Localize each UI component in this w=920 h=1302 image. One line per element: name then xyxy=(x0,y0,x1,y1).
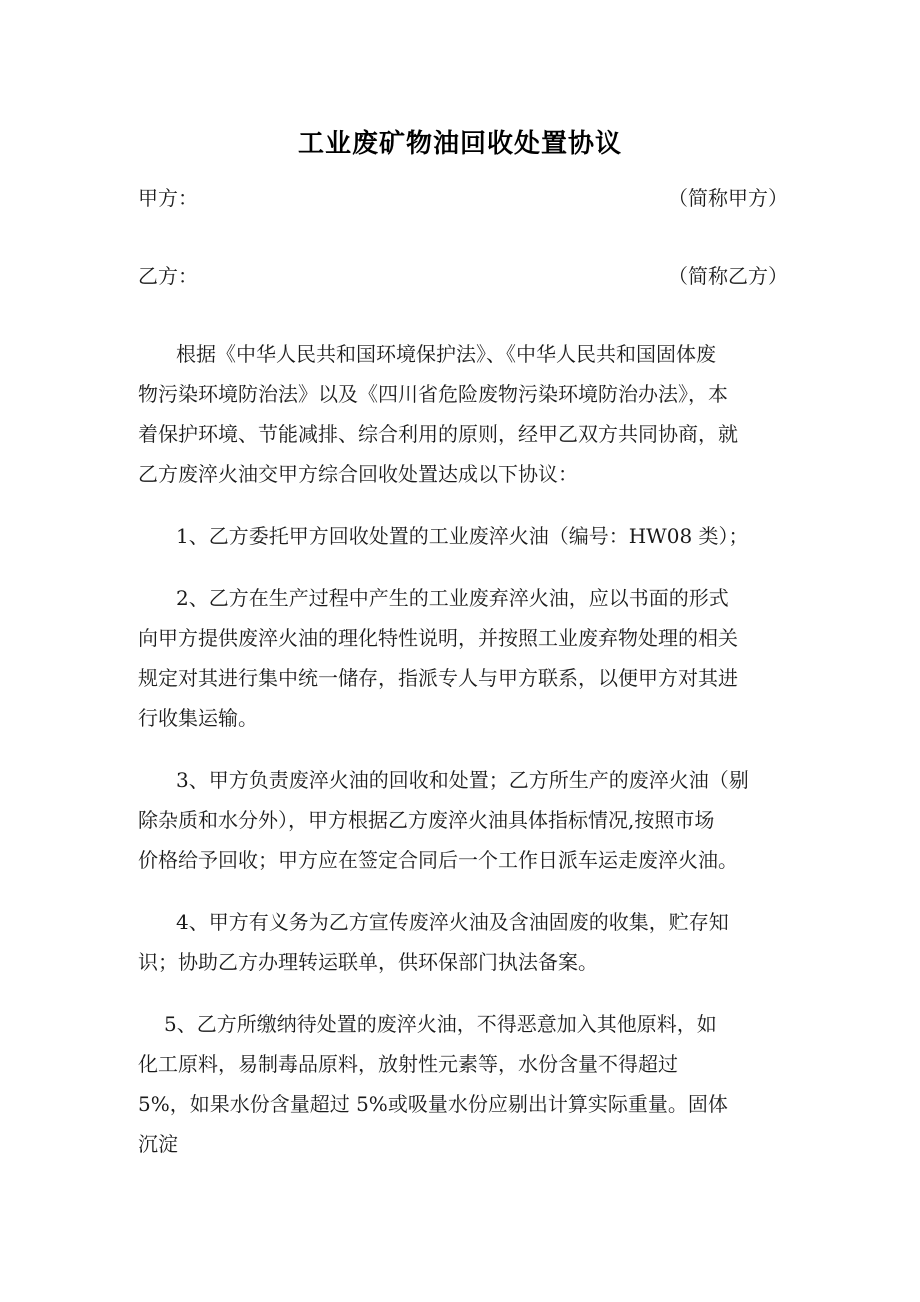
clause-line: 3、甲方负责废淬火油的回收和处置；乙方所生产的废淬火油（剔 xyxy=(176,768,749,792)
clause-line: 1、乙方委托甲方回收处置的工业废淬火油（编号：HW08 类）； xyxy=(176,524,749,548)
party-alias-jiafang: （简称甲方） xyxy=(668,186,788,210)
clause-line: 规定对其进行集中统一储存，指派专人与甲方联系，以便甲方对其进 xyxy=(138,666,738,690)
party-row-yifang xyxy=(138,256,788,296)
page-title: 工业废矿物油回收处置协议 xyxy=(297,129,622,160)
clause-1 xyxy=(138,516,788,556)
clause-line: 化工原料，易制毒品原料，放射性元素等，水份含量不得超过 xyxy=(138,1052,678,1076)
clause-line: 价格给予回收；甲方应在签定合同后一个工作日派车运走废淬火油。 xyxy=(138,848,738,872)
preamble-line: 乙方废淬火油交甲方综合回收处置达成以下协议： xyxy=(138,462,578,486)
clause-4 xyxy=(138,902,788,982)
party-row-jiafang xyxy=(138,178,788,218)
clause-line: 行收集运输。 xyxy=(138,706,258,730)
party-label-yifang: 乙方： xyxy=(138,264,198,288)
clause-3 xyxy=(138,760,788,880)
clause-line: 5、乙方所缴纳待处置的废淬火油，不得恶意加入其他原料，如 xyxy=(164,1012,717,1036)
clause-line: 除杂质和水分外），甲方根据乙方废淬火油具体指标情况,按照市场 xyxy=(138,808,715,832)
clause-line: 2、乙方在生产过程中产生的工业废弃淬火油，应以书面的形式 xyxy=(176,586,729,610)
preamble-line: 物污染环境防治法》以及《四川省危险废物污染环境防治办法》，本 xyxy=(138,382,728,406)
clause-line: 4、甲方有义务为乙方宣传废淬火油及含油固废的收集，贮存知 xyxy=(176,910,729,934)
clause-line: 向甲方提供废淬火油的理化特性说明，并按照工业废弃物处理的相关 xyxy=(138,626,738,650)
clause-line: 沉淀 xyxy=(138,1132,178,1156)
preamble-line: 根据《中华人民共和国环境保护法》、《中华人民共和国固体废 xyxy=(176,342,716,366)
preamble-paragraph xyxy=(138,334,788,494)
document-body xyxy=(138,178,788,1180)
clause-2 xyxy=(138,578,788,738)
preamble-line: 着保护环境、节能减排、综合利用的原则，经甲乙双方共同协商，就 xyxy=(138,422,738,446)
party-alias-yifang: （简称乙方） xyxy=(668,264,788,288)
clause-line: 5%，如果水份含量超过 5%或吸量水份应剔出计算实际重量。固体 xyxy=(138,1092,728,1116)
clause-5 xyxy=(138,1004,788,1164)
party-label-jiafang: 甲方： xyxy=(138,186,198,210)
clause-line: 识；协助乙方办理转运联单，供环保部门执法备案。 xyxy=(138,950,598,974)
